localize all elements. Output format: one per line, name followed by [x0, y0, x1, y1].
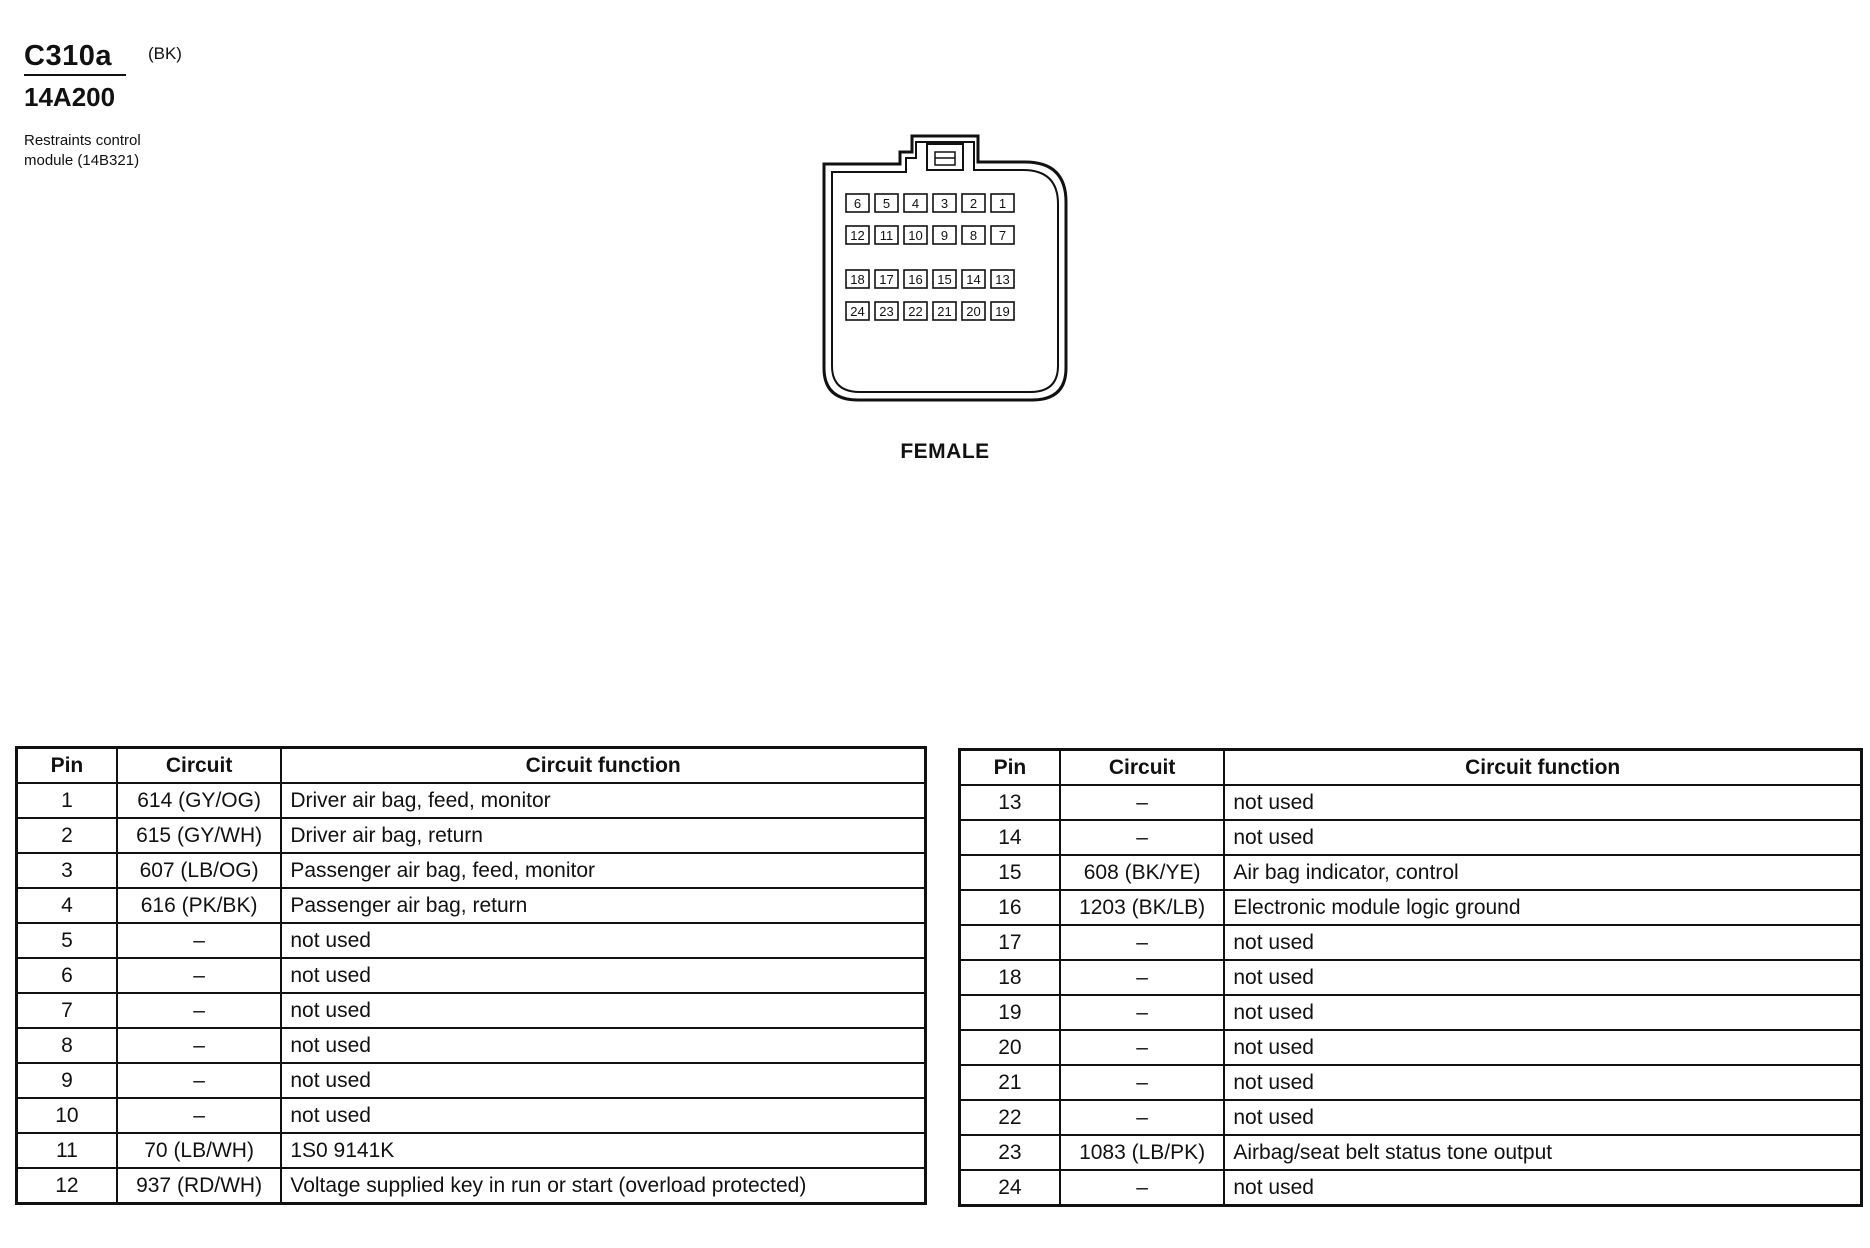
cavity-number: 4 [911, 196, 920, 211]
connector-id: C310a [24, 38, 126, 76]
table-row [17, 1028, 926, 1063]
circuit-function-cell: 1S0 9141K [281, 1133, 925, 1168]
circuit-cell: 608 (BK/YE) [1060, 855, 1225, 890]
circuit-cell: – [1060, 1170, 1225, 1206]
cavity-number: 15 [937, 272, 952, 287]
circuit-cell: – [117, 993, 282, 1028]
pin-cell: 21 [960, 1065, 1060, 1100]
pin-cell: 13 [960, 785, 1060, 820]
cavity-number: 10 [908, 228, 923, 243]
cavity-number: 7 [998, 228, 1007, 243]
circuit-function-cell: not used [1224, 820, 1861, 855]
connector-housing-inner [832, 142, 1058, 392]
connector-header [24, 38, 182, 171]
table-row [17, 1098, 926, 1133]
pin-cell: 16 [960, 890, 1060, 925]
pin-cell: 3 [17, 853, 117, 888]
pin-cell: 4 [17, 888, 117, 923]
pin-cell: 22 [960, 1100, 1060, 1135]
table-row [960, 1030, 1862, 1065]
circuit-cell: – [1060, 1100, 1225, 1135]
cavity-number: 23 [879, 304, 894, 319]
circuit-cell: – [1060, 820, 1225, 855]
cavity-number: 20 [966, 304, 981, 319]
pin-cell: 18 [960, 960, 1060, 995]
cavity-number: 18 [850, 272, 865, 287]
connector-description [24, 131, 182, 171]
circuit-function-cell: Driver air bag, return [281, 818, 925, 853]
circuit-function-cell: not used [1224, 1100, 1861, 1135]
circuit-cell: – [1060, 960, 1225, 995]
table-header-row [17, 748, 926, 784]
circuit-function-cell: Passenger air bag, feed, monitor [281, 853, 925, 888]
circuit-function-cell: not used [1224, 960, 1861, 995]
cavity-number: 13 [995, 272, 1010, 287]
circuit-function-cell: not used [1224, 995, 1861, 1030]
pin-cell: 6 [17, 958, 117, 993]
circuit-cell: 1203 (BK/LB) [1060, 890, 1225, 925]
header-circuit-function: Circuit function [281, 748, 925, 784]
table-row [960, 995, 1862, 1030]
circuit-function-cell: not used [1224, 1170, 1861, 1206]
circuit-function-cell: Voltage supplied key in run or start (overload protected) [281, 1168, 925, 1204]
header-circuit: Circuit [1060, 750, 1225, 786]
pin-table-right [958, 748, 1863, 1207]
cavity-number: 19 [995, 304, 1010, 319]
cavity-number: 3 [940, 196, 949, 211]
circuit-cell: – [1060, 785, 1225, 820]
circuit-function-cell: Airbag/seat belt status tone output [1224, 1135, 1861, 1170]
description-line-1: Restraints control [24, 132, 141, 149]
table-row [960, 1100, 1862, 1135]
connector-housing-outer [824, 136, 1066, 400]
circuit-cell: 1083 (LB/PK) [1060, 1135, 1225, 1170]
circuit-cell: 937 (RD/WH) [117, 1168, 282, 1204]
circuit-function-cell: not used [281, 1098, 925, 1133]
cavity-number: 6 [853, 196, 862, 211]
connector-face-diagram [820, 130, 1070, 405]
circuit-function-cell: not used [1224, 1065, 1861, 1100]
circuit-function-cell: Electronic module logic ground [1224, 890, 1861, 925]
pin-cell: 7 [17, 993, 117, 1028]
cavity-number: 11 [879, 228, 894, 243]
circuit-cell: – [117, 1063, 282, 1098]
pin-cell: 20 [960, 1030, 1060, 1065]
table-row [17, 923, 926, 958]
circuit-function-cell: Driver air bag, feed, monitor [281, 783, 925, 818]
connector-color-code: (BK) [147, 44, 182, 63]
circuit-function-cell: Passenger air bag, return [281, 888, 925, 923]
table-row [960, 1065, 1862, 1100]
cavity-number: 2 [969, 196, 978, 211]
circuit-cell: 614 (GY/OG) [117, 783, 282, 818]
circuit-function-cell: not used [1224, 925, 1861, 960]
table-row [17, 1063, 926, 1098]
pin-cell: 17 [960, 925, 1060, 960]
circuit-cell: – [1060, 995, 1225, 1030]
cavity-number: 12 [850, 228, 865, 243]
pin-cell: 12 [17, 1168, 117, 1204]
table-row [17, 1168, 926, 1204]
pin-cell: 14 [960, 820, 1060, 855]
cavity-number: 16 [908, 272, 923, 287]
table-row [960, 960, 1862, 995]
cavity-grid [846, 194, 1014, 320]
circuit-cell: – [1060, 1030, 1225, 1065]
circuit-cell: – [117, 1028, 282, 1063]
table-row [17, 1133, 926, 1168]
circuit-function-cell: not used [281, 958, 925, 993]
circuit-function-cell: not used [1224, 1030, 1861, 1065]
circuit-cell: – [117, 923, 282, 958]
table-row [17, 993, 926, 1028]
cavity-number: 21 [937, 304, 952, 319]
connector-gender: FEMALE [900, 440, 990, 463]
table-row [17, 853, 926, 888]
circuit-function-cell: not used [281, 1028, 925, 1063]
pin-cell: 9 [17, 1063, 117, 1098]
circuit-function-cell: not used [281, 1063, 925, 1098]
cavity-number: 22 [908, 304, 923, 319]
header-circuit-function: Circuit function [1224, 750, 1861, 786]
circuit-cell: 616 (PK/BK) [117, 888, 282, 923]
locking-tab [927, 144, 963, 170]
cavity-number: 14 [966, 272, 981, 287]
table-row [960, 890, 1862, 925]
circuit-cell: – [1060, 925, 1225, 960]
circuit-cell: – [117, 1098, 282, 1133]
header-pin: Pin [17, 748, 117, 784]
table-row [17, 888, 926, 923]
pin-cell: 23 [960, 1135, 1060, 1170]
cavity-number: 9 [940, 228, 949, 243]
table-row [17, 783, 926, 818]
pin-cell: 5 [17, 923, 117, 958]
cavity-number: 17 [879, 272, 894, 287]
table-row [960, 1170, 1862, 1206]
header-pin: Pin [960, 750, 1060, 786]
table-row [17, 818, 926, 853]
pin-cell: 15 [960, 855, 1060, 890]
table-row [960, 1135, 1862, 1170]
pin-cell: 1 [17, 783, 117, 818]
pin-cell: 19 [960, 995, 1060, 1030]
pin-cell: 11 [17, 1133, 117, 1168]
pin-cell: 24 [960, 1170, 1060, 1206]
pin-table-left [15, 746, 927, 1205]
circuit-cell: 70 (LB/WH) [117, 1133, 282, 1168]
description-line-2: module (14B321) [24, 152, 140, 169]
cavity-number: 8 [969, 228, 978, 243]
circuit-function-cell: Air bag indicator, control [1224, 855, 1861, 890]
pin-cell: 10 [17, 1098, 117, 1133]
table-row [17, 958, 926, 993]
table-header-row [960, 750, 1862, 786]
circuit-function-cell: not used [281, 923, 925, 958]
cavity-number: 1 [998, 196, 1007, 211]
circuit-cell: 607 (LB/OG) [117, 853, 282, 888]
part-number: 14A200 [24, 82, 116, 112]
table-row [960, 820, 1862, 855]
cavity-number: 5 [882, 196, 891, 211]
circuit-cell: – [117, 958, 282, 993]
header-circuit: Circuit [117, 748, 282, 784]
table-row [960, 925, 1862, 960]
cavity-number: 24 [850, 304, 865, 319]
pin-cell: 8 [17, 1028, 117, 1063]
circuit-cell: 615 (GY/WH) [117, 818, 282, 853]
pin-cell: 2 [17, 818, 117, 853]
title-row [24, 38, 182, 76]
table-row [960, 855, 1862, 890]
table-row [960, 785, 1862, 820]
circuit-function-cell: not used [281, 993, 925, 1028]
circuit-function-cell: not used [1224, 785, 1861, 820]
circuit-cell: – [1060, 1065, 1225, 1100]
